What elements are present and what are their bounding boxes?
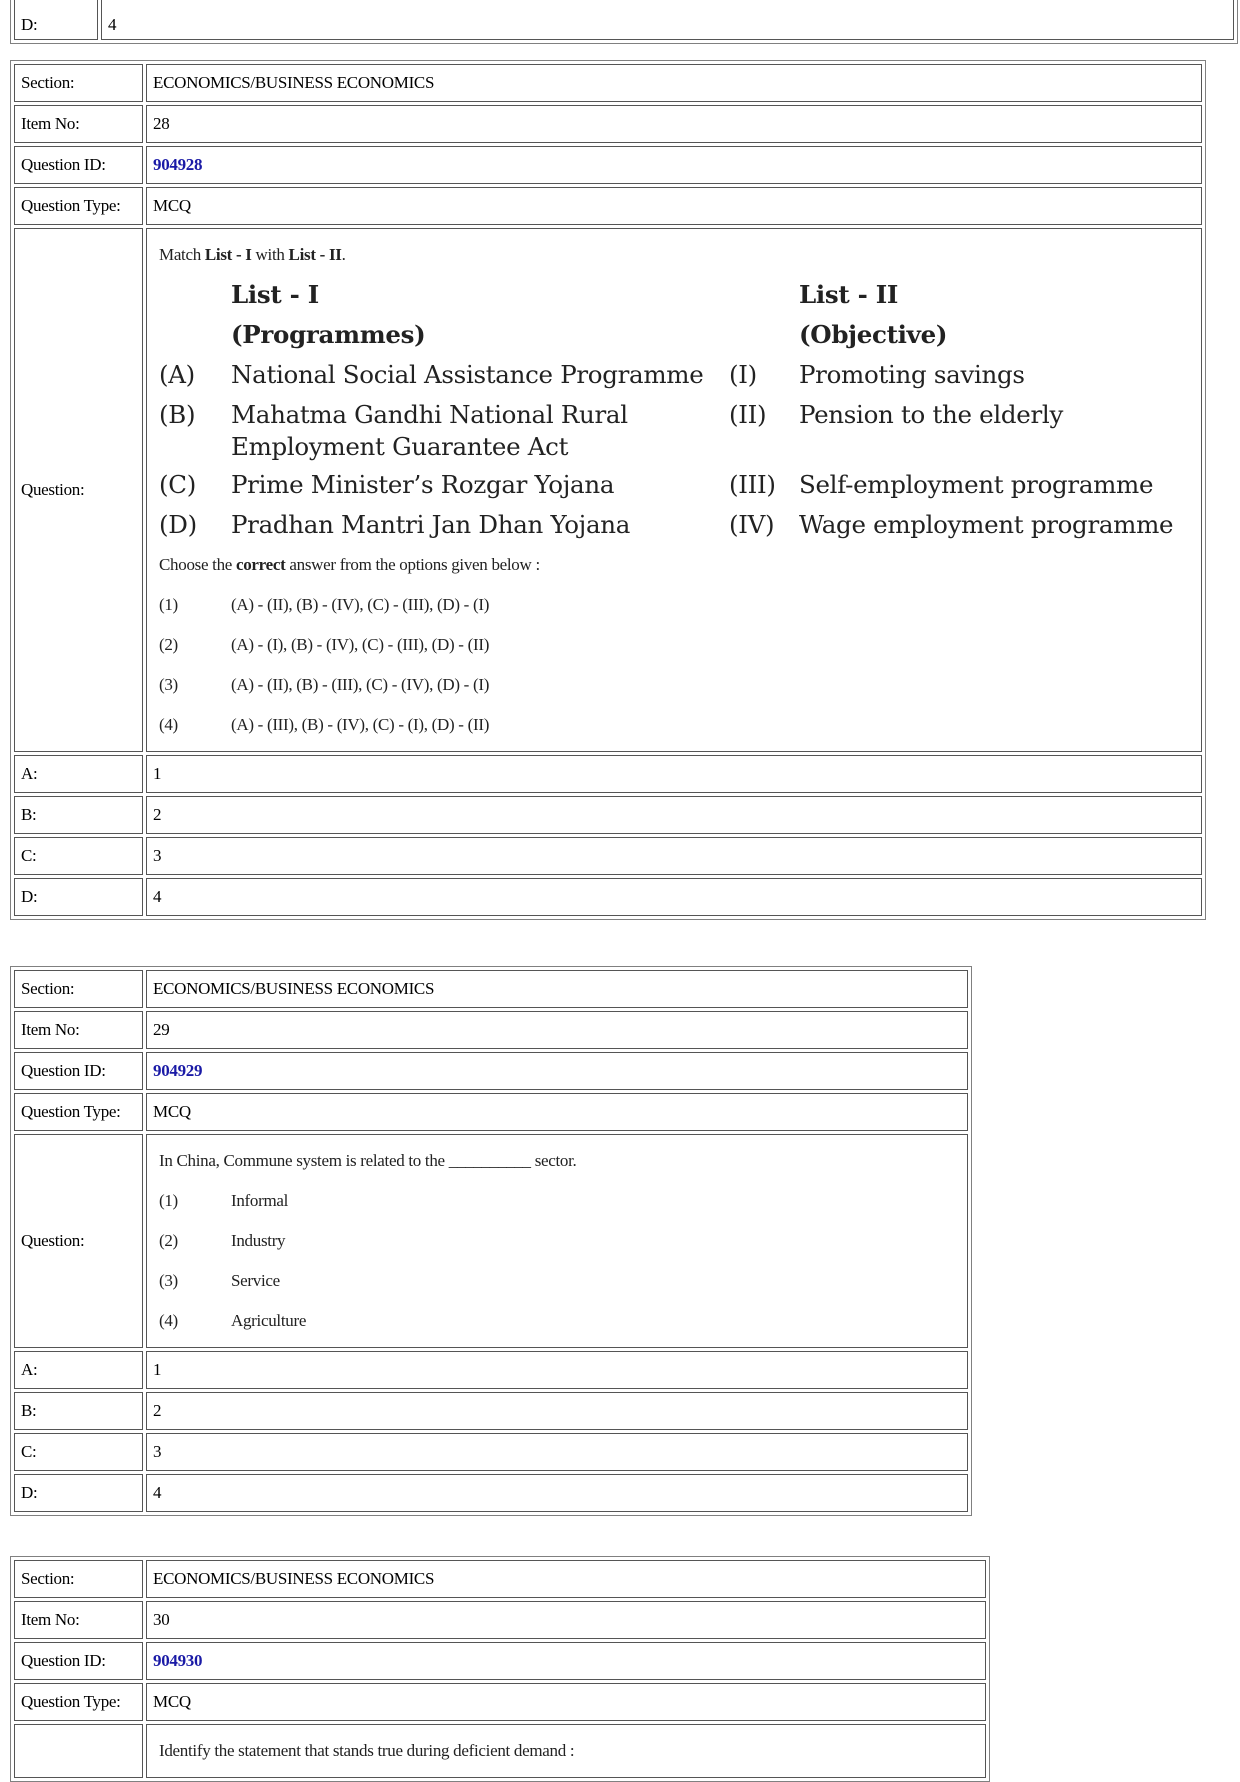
question-type-value: MCQ [146, 187, 1202, 225]
question-id-value: 904929 [146, 1052, 968, 1090]
question-block-30 [10, 1556, 990, 1782]
question-type-value: MCQ [146, 1683, 986, 1721]
item-no-label: Item No: [14, 105, 143, 143]
option-1 [159, 1181, 959, 1221]
row-c-objective: Self-employment programme [799, 470, 1154, 499]
row-d-letter: (D) [159, 510, 197, 539]
question-body [146, 1134, 968, 1348]
row-d-item: Pradhan Mantri Jan Dhan Yojana [231, 510, 631, 539]
option-number: (3) [159, 675, 178, 694]
answer-a-value: 1 [146, 755, 1202, 793]
question-type-label: Question Type: [14, 1683, 143, 1721]
row-c-item: Prime Minister’s Rozgar Yojana [231, 470, 615, 499]
option-3 [159, 1261, 959, 1301]
answer-d-label: D: [14, 878, 143, 916]
option-number: (4) [159, 715, 178, 734]
question-id-value: 904928 [146, 146, 1202, 184]
section-label: Section: [14, 970, 143, 1008]
question-id-label: Question ID: [14, 146, 143, 184]
option-number: (4) [159, 1311, 178, 1330]
row-b-roman: (II) [729, 400, 767, 429]
answer-d-label: D: [14, 1474, 143, 1512]
section-value: ECONOMICS/BUSINESS ECONOMICS [146, 1560, 986, 1598]
item-no-label: Item No: [14, 1601, 143, 1639]
option-text: (A) - (III), (B) - (IV), (C) - (I), (D) - (II) [231, 715, 490, 734]
answer-d-value: 4 [146, 1474, 968, 1512]
row-b-objective: Pension to the elderly [799, 400, 1063, 429]
option-d-label: D: [14, 0, 98, 40]
option-text: Industry [231, 1231, 286, 1250]
item-no-value: 30 [146, 1601, 986, 1639]
question-body [146, 1724, 986, 1778]
row-d-roman: (IV) [729, 510, 775, 539]
option-2 [159, 1221, 959, 1261]
section-label: Section: [14, 64, 143, 102]
question-type-value: MCQ [146, 1093, 968, 1131]
option-number: (1) [159, 595, 178, 614]
list1-title: List - I [231, 280, 319, 309]
question-id-label: Question ID: [14, 1052, 143, 1090]
question-type-label: Question Type: [14, 1093, 143, 1131]
answer-a-label: A: [14, 755, 143, 793]
question-body [146, 228, 1202, 752]
question-label: Question: [14, 228, 143, 752]
section-value: ECONOMICS/BUSINESS ECONOMICS [146, 970, 968, 1008]
option-number: (3) [159, 1271, 178, 1290]
answer-d-value: 4 [146, 878, 1202, 916]
row-c-roman: (III) [729, 470, 776, 499]
row-b-item: Mahatma Gandhi National Rural Employment Guarantee Act [231, 400, 628, 461]
option-text: (A) - (II), (B) - (III), (C) - (IV), (D) - (I) [231, 675, 490, 694]
question-block-29 [10, 966, 972, 1516]
question-label: Question: [14, 1134, 143, 1348]
option-4 [159, 1301, 959, 1341]
list1-subtitle: (Programmes) [231, 320, 426, 349]
question-block-28 [10, 60, 1206, 920]
list2-title: List - II [799, 280, 899, 309]
question-block-27-tail [10, 0, 1238, 44]
question-label [14, 1724, 143, 1778]
question-intro: Match List - I with List - II. [159, 245, 346, 264]
option-2 [159, 625, 1193, 665]
answer-a-label: A: [14, 1351, 143, 1389]
option-4 [159, 705, 1193, 745]
answer-c-label: C: [14, 1433, 143, 1471]
option-number: (1) [159, 1191, 178, 1210]
question-stem: In China, Commune system is related to the __________ sector. [159, 1151, 577, 1170]
row-c-letter: (C) [159, 470, 196, 499]
answer-c-value: 3 [146, 1433, 968, 1471]
option-text: Agriculture [231, 1311, 307, 1330]
option-text: (A) - (II), (B) - (IV), (C) - (III), (D) - (I) [231, 595, 490, 614]
section-value: ECONOMICS/BUSINESS ECONOMICS [146, 64, 1202, 102]
answer-b-label: B: [14, 796, 143, 834]
answer-a-value: 1 [146, 1351, 968, 1389]
row-a-roman: (I) [729, 360, 757, 389]
option-3 [159, 665, 1193, 705]
option-text: (A) - (I), (B) - (IV), (C) - (III), (D) - (II) [231, 635, 490, 654]
answer-c-label: C: [14, 837, 143, 875]
item-no-value: 28 [146, 105, 1202, 143]
answer-b-value: 2 [146, 796, 1202, 834]
question-type-label: Question Type: [14, 187, 143, 225]
row-a-item: National Social Assistance Programme [231, 360, 704, 389]
option-text: Informal [231, 1191, 289, 1210]
section-label: Section: [14, 1560, 143, 1598]
question-id-label: Question ID: [14, 1642, 143, 1680]
item-no-value: 29 [146, 1011, 968, 1049]
row-b-letter: (B) [159, 400, 196, 429]
question-stem: Identify the statement that stands true during deficient demand : [159, 1741, 575, 1760]
option-number: (2) [159, 635, 178, 654]
answer-b-label: B: [14, 1392, 143, 1430]
option-text: Service [231, 1271, 280, 1290]
choose-instruction: Choose the correct answer from the options given below : [159, 555, 540, 574]
row-a-letter: (A) [159, 360, 195, 389]
answer-b-value: 2 [146, 1392, 968, 1430]
option-number: (2) [159, 1231, 178, 1250]
answer-c-value: 3 [146, 837, 1202, 875]
option-1 [159, 585, 1193, 625]
list2-subtitle: (Objective) [799, 320, 948, 349]
option-d-value: 4 [101, 0, 1234, 40]
row-a-objective: Promoting savings [799, 360, 1025, 389]
match-table [159, 275, 1193, 545]
item-no-label: Item No: [14, 1011, 143, 1049]
row-d-objective: Wage employment programme [799, 510, 1174, 539]
question-id-value: 904930 [146, 1642, 986, 1680]
